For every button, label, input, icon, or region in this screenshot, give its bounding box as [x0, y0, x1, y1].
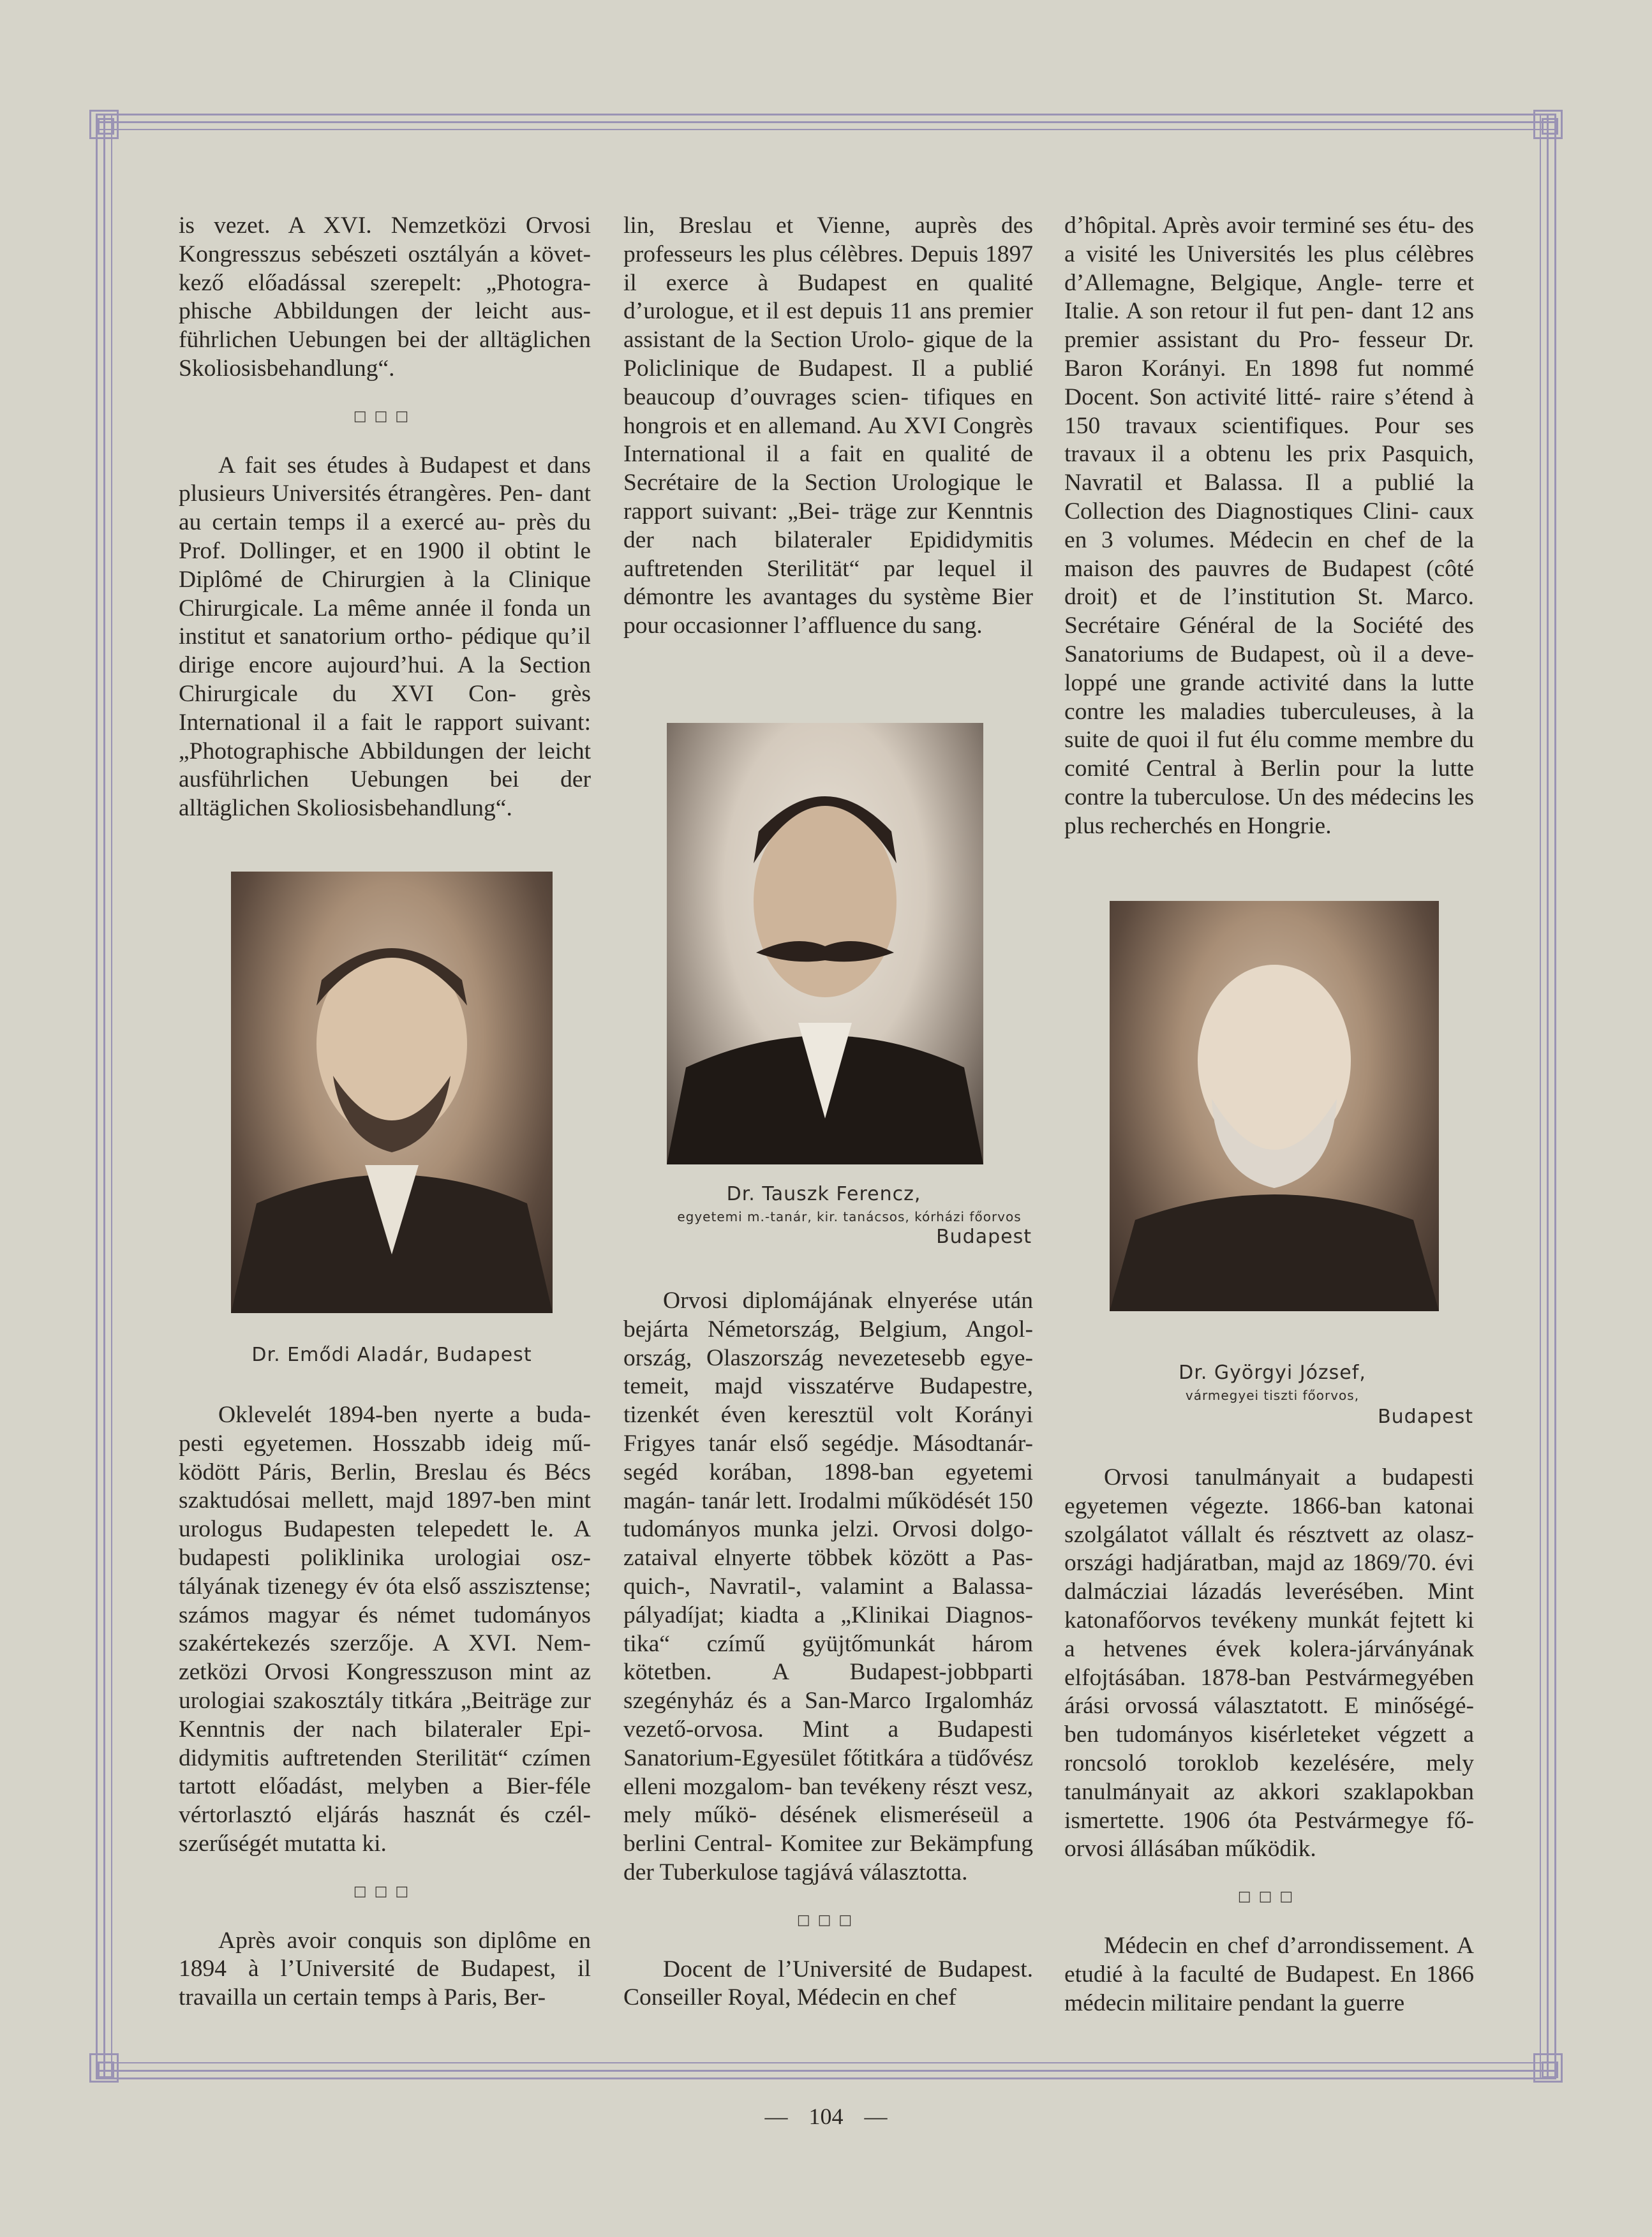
frame-right-line-1 [1540, 114, 1541, 2079]
paragraph: is vezet. A XVI. Nemzetközi Orvosi Kongresszus sebészeti osztályán a követ- kező előadással szerepelt: „Photogra- phische Abbildungen der leicht aus- führlichen Uebungen bei der alltäglichen Skoliosisbehandlung“. [179, 212, 591, 382]
paragraph: Docent de l’Université de Budapest. Conseiller Royal, Médecin en chef [623, 1956, 1033, 2011]
paragraph: Médecin en chef d’arrondissement. A etudié à la faculté de Budapest. En 1866 médecin militaire pendant la guerre [1064, 1932, 1474, 2016]
frame-top-line-3 [96, 129, 1556, 130]
page-number [0, 2103, 1652, 2130]
left-column-bottom [179, 1401, 591, 2012]
page-number-dash: — [764, 2104, 788, 2129]
section-separator: □□□ [1237, 1889, 1301, 1905]
caption-middle [667, 1183, 1032, 1248]
paragraph: lin, Breslau et Vienne, auprès des professeurs les plus célèbres. Depuis 1897 il exerce à Budapest en qualité d’urologue, et il est depuis 11 ans premier assistant de la Section Urolo- gique de la Policlinique de Budapest. Il a publié beaucoup d’ouvrages scien- tifiques en hongrois et en allemand. Au XVI Congrès International il a fait en qualité de Secrétaire de la Section Urologique le rapport suivant: „Bei- träge zur Kenntnis der nach bilateraler Epididymitis auftretenden Sterilität“ par lequel il démontre les avantages du système Bier pour occasionner l’affluence du sang. [623, 212, 1033, 639]
frame-bottom-line-3 [96, 2077, 1556, 2079]
section-separator: □□□ [353, 408, 417, 424]
frame-bottom-line-1 [96, 2062, 1556, 2063]
page-number-dash: — [864, 2104, 888, 2129]
frame-corner-ornament [89, 2053, 119, 2083]
paragraph: Orvosi tanulmányait a budapesti egyetemen végezte. 1866-ban katonai szolgálatot vállalt és résztvett az olasz- országi hadjáratban, majd az 1869/70. évi dalmácziai lázadás leverésében. Mint katonafőorvos tevékeny munkát fejtett ki a hetvenes évek kolera-járványának elfojtásában. 1878-ban Pestvármegyében árási orvossá választatott. E minőségé- ben tudományos kisérleteket végzett a roncsoló toroklob kezelésére, mely tanulmányait az akkori szaklapokban ismertette. 1906 óta Pestvármegye fő- orvosi állásában működik. [1064, 1464, 1474, 1862]
frame-left-line-2 [103, 114, 105, 2079]
paragraph: A fait ses études à Budapest et dans plusieurs Universités étrangères. Pen- dant au certain temps il a exercé au- près du Prof. Dollinger, et en 1900 il obtint le Diplômé de Chirurgien à la Clinique Chirurgicale. La même année il fonda un institut et sanatorium ortho- pédique qu’il dirige encore aujourd’hui. A la Section Chirurgicale du XVI Con- grès International il a fait le rapport suivant: „Photographische Abbildungen der leicht ausführlichen Uebungen bei der alltäglichen Skoliosisbehandlung“. [179, 452, 591, 822]
caption-name: Dr. Emődi Aladár, Budapest [251, 1344, 532, 1366]
portrait-photo-gyorgyi [1110, 901, 1439, 1311]
frame-corner-ornament [89, 110, 119, 139]
middle-column-top [623, 212, 1033, 641]
portrait-figure [667, 723, 983, 1164]
caption-subtitle: egyetemi m.-tanár, kir. tanácsos, kórházi főorvos [677, 1209, 1022, 1224]
caption-city: Budapest [936, 1226, 1032, 1248]
caption-left [231, 1344, 553, 1366]
paragraph: Après avoir conquis son diplôme en 1894 à l’Université de Budapest, il travailla un certain temps à Paris, Ber- [179, 1927, 591, 2011]
frame-bottom-line-2 [96, 2070, 1556, 2072]
portrait-figure [1110, 901, 1439, 1311]
frame-right-line-2 [1547, 114, 1549, 2079]
section-separator: □□□ [796, 1912, 860, 1928]
caption-name: Dr. Györgyi József, [1179, 1362, 1366, 1384]
frame-corner-ornament [1533, 110, 1563, 139]
paragraph: d’hôpital. Après avoir terminé ses étu- des a visité les Universités les plus célèbres d’Allemagne, Belgique, Angle- terre et Italie. A son retour il fut pen- dant 12 ans premier assistant du Pro- fesseur Dr. Baron Korányi. En 1898 fut nommé Docent. Son activité litté- raire s’étend à 150 travaux scientifiques. Pour ses travaux il a obtenu les prix Pasquich, Navratil et Balassa. Il a publié la Collection des Diagnostiques Clini- caux en 3 volumes. Médecin en chef de la maison des pauvres de Budapest (côté droit) et de l’institution St. Marco. Secrétaire Général de la Société des Sanatoriums de Budapest, où il a deve- loppé une grande activité dans la lutte contre les maladies tuberculeuses, à la suite de quoi il fut élu comme membre du comité Central à Berlin pour la lutte contre la tuberculose. Un des médecins les plus recherchés en Hongrie. [1064, 212, 1474, 839]
portrait-photo-tauszk [667, 723, 983, 1164]
caption-city: Budapest [1378, 1406, 1473, 1428]
frame-right-line-3 [1554, 114, 1556, 2079]
portrait-figure [231, 872, 553, 1313]
right-column-top [1064, 212, 1474, 841]
page-number-value: 104 [808, 2104, 844, 2129]
middle-column-bottom [623, 1287, 1033, 2012]
caption-subtitle: vármegyei tiszti főorvos, [1185, 1388, 1360, 1403]
frame-left-line-1 [96, 114, 98, 2079]
caption-name: Dr. Tauszk Ferencz, [726, 1183, 921, 1205]
paragraph: Oklevelét 1894-ben nyerte a buda- pesti egyetemen. Hosszabb ideig mű- ködött Páris, Berlin, Breslau és Bécs szaktudósai mellett, majd 1897-ben mint urologus Budapesten telepedett le. A budapesti poliklinika urologiai osz- tályának tizenegy év óta első asszisztense; számos magyar és német tudományos szakértekezés szerzője. A XVI. Nem- zetközi Orvosi Kongresszuson mint az urologiai szakosztály titkára „Beiträge zur Kenntnis der nach bilateraler Epi- didymitis auftretenden Sterilität“ czímen tartott előadást, melyben a Bier-féle vértorlasztó eljárás hasznát és czél- szerűségét mutatta ki. [179, 1402, 591, 1857]
frame-corner-ornament [1533, 2053, 1563, 2083]
paragraph: Orvosi diplomájának elnyerése után bejárta Németország, Belgium, Angol- ország, Olaszország nevezetesebb egye- temeit, majd visszatérve Budapestre, tizenkét éven keresztül volt Korányi Frigyes tanár első segédje. Másodtanár- segéd korában, 1898-ban egyetemi magán- tanár lett. Irodalmi működését 150 tudományos munka jelzi. Orvosi dolgo- zataival elnyerte többek között a Pas- quich-, Navratil-, valamint a Balassa- pályadíjat; kiadta a „Klinikai Diagnos- tika“ czímű gyüjtőmunkát három kötetben. A Budapest-jobbparti szegényház és a San-Marco Irgalomház vezető-orvosa. Mint a Budapesti Sanatorium-Egyesület főtitkára a tüdővész elleni mozgalom- ban tevékeny részt vesz, mely műkö- désének elismeréseül a berlini Central- Komitee zur Bekämpfung der Tuberkulose tagjává választotta. [623, 1288, 1033, 1885]
frame-top-line-1 [96, 114, 1556, 115]
left-column-top [179, 212, 591, 823]
section-separator: □□□ [353, 1883, 417, 1899]
frame-top-line-2 [96, 121, 1556, 123]
portrait-photo-emodi [231, 872, 553, 1313]
frame-left-line-3 [111, 114, 112, 2079]
right-column-bottom [1064, 1464, 1474, 2018]
caption-right [1110, 1362, 1473, 1428]
